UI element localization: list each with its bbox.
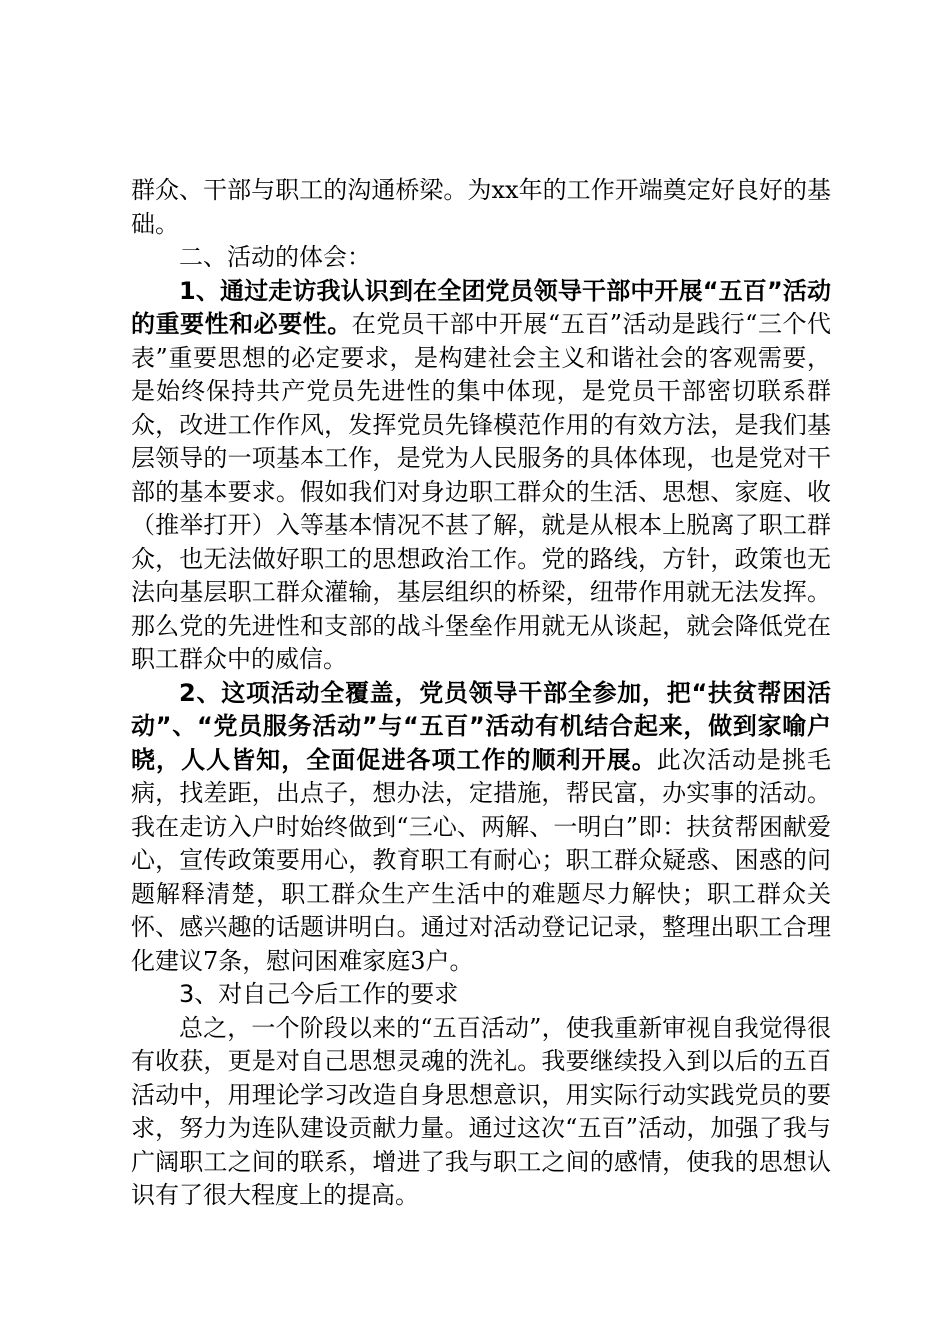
section-heading-text: 二、活动的体会： [179, 243, 371, 271]
item2-body: 此次活动是挑毛病，找差距，出点子，想办法，定措施，帮民富，办实事的活动。我在走访入户时始终做到“三心、两解、一明白”即：扶贫帮困献爱心，宣传政策要用心，教育职工有耐心；职工群众疑惑、困惑的问题解释清楚，职工群众生产生活中的难题尽力解快；职工群众关怀、感兴趣的话题讲明白。通过对活动登记记录，整理出职工合理化建议7条，慰问困难家庭3户。 [131, 745, 832, 975]
closing-text: 总之，一个阶段以来的“五百活动”，使我重新审视自我觉得很有收获，更是对自己思想灵魂的洗礼。我要继续投入到以后的五百活动中，用理论学习改造自身思想意识，用实际行动实践党员的要求，努力为连队建设贡献力量。通过这次“五百”活动，加强了我与广阔职工之间的联系，增进了我与职工之间的感情，使我的思想认识有了很大程度上的提高。 [131, 1013, 831, 1209]
item2-paragraph [131, 677, 831, 979]
item2-lead: 2、这项活动全覆盖，党员领导干部全参加，把“扶贫帮困活动”、“党员服务活动”与“五百”活动有机结合起来，做到家喻户晓，人人皆知，全面促进各项工作的顺利开展。 [131, 678, 831, 774]
item3-heading-text: 3、对自己今后工作的要求 [179, 980, 459, 1008]
intro-text: 群众、干部与职工的沟通桥梁。为xx年的工作开端奠定好良好的基础。 [131, 176, 831, 238]
item3-heading [131, 978, 831, 1012]
closing-paragraph [131, 1012, 831, 1213]
intro-paragraph [131, 174, 831, 241]
document-body [131, 174, 831, 1213]
section-heading [131, 241, 831, 275]
item1-paragraph [131, 275, 831, 677]
item1-body: 在党员干部中开展“五百”活动是践行“三个代表”重要思想的必定要求，是构建社会主义和谐社会的客观需要，是始终保持共产党员先进性的集中体现，是党员干部密切联系群众，改进工作作风，发挥党员先锋模范作用的有效方法，是我们基层领导的一项基本工作，是党为人民服务的具体体现，也是党对干部的基本要求。假如我们对身边职工群众的生活、思想、家庭、收（推举打开）入等基本情况不甚了解，就是从根本上脱离了职工群众，也无法做好职工的思想政治工作。党的路线，方针，政策也无法向基层职工群众灌输，基层组织的桥梁，纽带作用就无法发挥。那么党的先进性和支部的战斗堡垒作用就无从谈起，就会降低党在职工群众中的威信。 [131, 310, 832, 673]
item1-lead: 1、通过走访我认识到在全团党员领导干部中开展“五百”活动的重要性和必要性。 [131, 276, 831, 338]
